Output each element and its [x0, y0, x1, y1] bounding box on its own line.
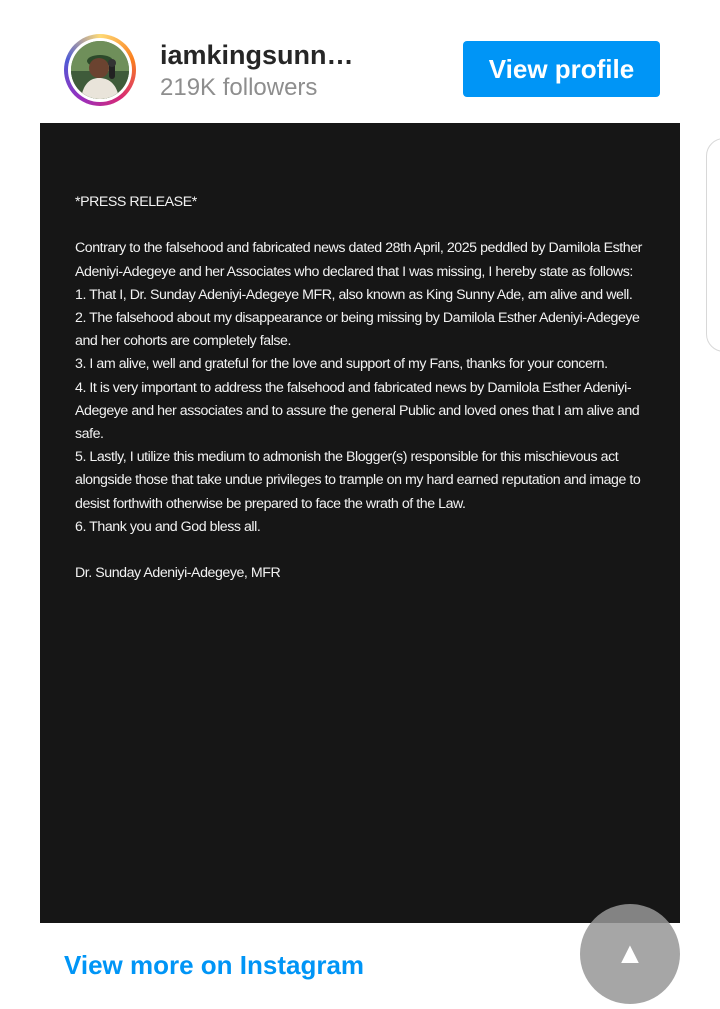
press-release-point-6: 6. Thank you and God bless all. — [75, 518, 261, 535]
press-release-signature: Dr. Sunday Adeniyi-Adegeye, MFR — [75, 565, 281, 582]
view-more-on-instagram-link[interactable]: View more on Instagram — [64, 950, 365, 980]
line-gap — [75, 214, 645, 237]
press-release-point-3: 3. I am alive, well and grateful for the love and support of my Fans, thanks for your concern. — [75, 356, 608, 373]
press-release-intro: Contrary to the falsehood and fabricated news dated 28th April, 2025 peddled by Damilola Esther Adeniyi-Adegeye and her Associates who declared that I was missing, I hereby state as follows: — [75, 240, 642, 280]
avatar[interactable] — [64, 34, 136, 106]
press-release-point-1: 1. That I, Dr. Sunday Adeniyi-Adegeye MFR, also known as King Sunny Ade, am alive and well. — [75, 286, 633, 303]
post-image[interactable] — [40, 123, 680, 923]
profile-photo-icon — [71, 41, 129, 99]
press-release-point-5: 5. Lastly, I utilize this medium to admonish the Blogger(s) responsible for this mischievous act alongside those that take undue privileges to trample on my hard earned reputation and image to desist forthwith otherwise be prepared to face the wrath of the Law. — [75, 449, 641, 512]
avatar-photo — [71, 41, 129, 99]
press-release-title: *PRESS RELEASE* — [75, 194, 197, 210]
press-release-point-2: 2. The falsehood about my disappearance or being missing by Damilola Esther Adeniyi-Adegeye and her cohorts are completely false. — [75, 310, 640, 350]
line-gap — [75, 539, 645, 562]
scroll-to-top-button[interactable] — [580, 904, 680, 1004]
follower-count: 219K followers — [160, 74, 318, 101]
embed-header — [0, 0, 720, 123]
press-release-point-4: 4. It is very important to address the falsehood and fabricated news by Damilola Esther Adeniyi-Adegeye and her associates and to assure the general Public and loved ones that I am alive and safe. — [75, 379, 640, 443]
avatar-ring-gap — [68, 38, 132, 102]
username[interactable]: iamkingsunn… — [160, 40, 354, 70]
arrow-up-icon: ▲ — [615, 937, 645, 970]
press-release-text — [75, 191, 645, 585]
side-panel-edge — [706, 138, 720, 352]
view-profile-button[interactable]: View profile — [463, 41, 660, 97]
